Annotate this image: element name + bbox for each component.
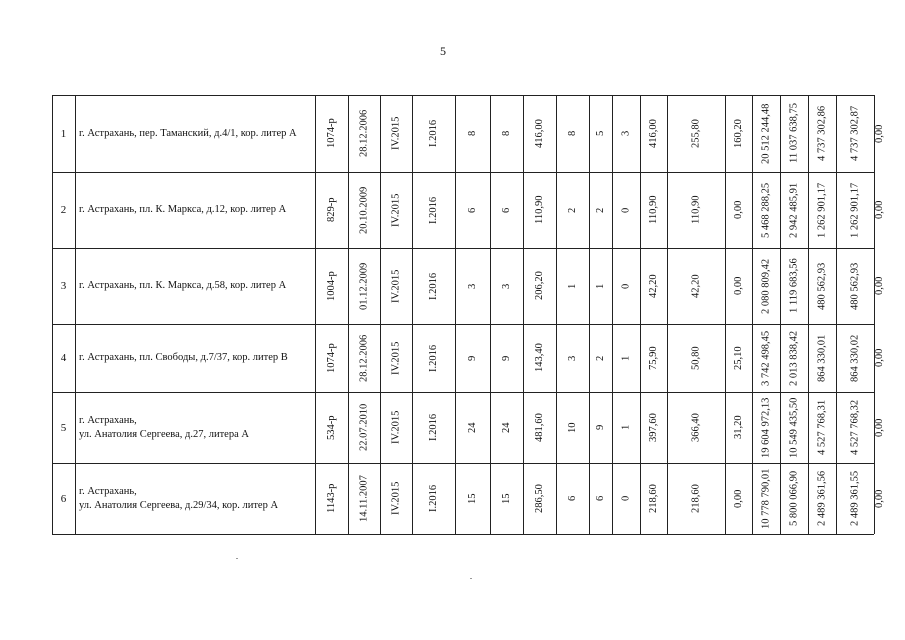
- value-cell: 6: [501, 207, 512, 213]
- value-cell: 3: [501, 283, 512, 289]
- value-cell: 397,60: [648, 413, 659, 442]
- value-cell: 829-р: [326, 197, 337, 223]
- value-cell: 5 800 066,90: [788, 470, 800, 527]
- value-cell: 2 013 838,42: [788, 330, 800, 386]
- value-cell: 15: [501, 493, 512, 504]
- value-cell: 366,40: [690, 413, 702, 442]
- value-cell: 0,00: [874, 276, 885, 296]
- value-cell: 6: [595, 495, 606, 502]
- value-cell: I.2016: [428, 484, 439, 513]
- row-number: 5: [60, 421, 67, 434]
- value-cell: 31,20: [733, 415, 744, 440]
- value-cell: 1143-р: [326, 483, 337, 514]
- value-cell: 0,00: [733, 200, 744, 220]
- value-cell: 480 562,93: [816, 262, 828, 310]
- value-cell: 480 562,93: [849, 262, 861, 310]
- value-cell: 6: [467, 207, 478, 213]
- value-cell: 218,60: [648, 484, 659, 513]
- value-cell: 9: [467, 355, 478, 361]
- value-cell: 4 527 768,31: [816, 399, 828, 456]
- value-cell: 8: [567, 130, 578, 137]
- value-cell: 218,60: [690, 484, 702, 513]
- address-line: г. Астрахань, пер. Таманский, д.4/1, кор. литер А: [79, 127, 297, 139]
- value-cell: 20.10.2009: [358, 186, 370, 234]
- value-cell: 1: [567, 283, 578, 289]
- value-cell: IV.2015: [390, 269, 402, 303]
- value-cell: 19 604 972,13: [760, 397, 772, 458]
- value-cell: 416,00: [648, 119, 659, 148]
- value-cell: 50,80: [690, 346, 702, 370]
- value-cell: 864 330,01: [816, 334, 828, 382]
- value-cell: 24: [501, 422, 512, 433]
- value-cell: 864 330,02: [849, 334, 861, 382]
- value-cell: 28.12.2006: [358, 334, 370, 382]
- value-cell: 1 262 901,17: [816, 182, 828, 238]
- value-cell: I.2016: [428, 196, 439, 224]
- value-cell: IV.2015: [390, 341, 402, 375]
- value-cell: 10 778 790,01: [760, 468, 772, 529]
- value-cell: IV.2015: [390, 116, 402, 151]
- value-cell: 8: [501, 130, 512, 137]
- address-line: г. Астрахань, пл. К. Маркса, д.58, кор. литер А: [79, 280, 287, 291]
- value-cell: 24: [467, 422, 478, 433]
- value-cell: 1074-р: [326, 343, 337, 373]
- value-cell: 0: [620, 207, 632, 213]
- value-cell: 25,10: [733, 346, 744, 370]
- value-cell: 4 737 302,87: [849, 105, 861, 162]
- value-cell: 1: [620, 424, 632, 431]
- value-cell: 9: [501, 355, 512, 361]
- value-cell: 0,00: [874, 489, 885, 508]
- value-cell: 6: [567, 495, 578, 502]
- value-cell: 1004-р: [326, 271, 337, 301]
- value-cell: I.2016: [428, 344, 439, 372]
- value-cell: 0,00: [733, 489, 744, 508]
- value-cell: 0,00: [733, 276, 744, 296]
- value-cell: 4 527 768,32: [849, 399, 861, 456]
- value-cell: 10 549 435,50: [788, 397, 800, 458]
- value-cell: 9: [595, 424, 606, 431]
- value-cell: 75,90: [648, 346, 659, 370]
- address-line: г. Астрахань,: [79, 485, 137, 497]
- address-cell: [79, 248, 313, 324]
- value-cell: 3: [620, 130, 632, 137]
- address-line: г. Астрахань, пл. К. Маркса, д.12, кор. литер А: [79, 204, 287, 215]
- value-cell: 01.12.2009: [358, 262, 370, 310]
- value-cell: 2 489 361,55: [849, 470, 861, 527]
- value-cell: 0,00: [874, 124, 885, 143]
- value-cell: 1: [620, 355, 632, 361]
- value-cell: 28.12.2006: [358, 109, 370, 158]
- value-cell: 14.11.2007: [358, 475, 370, 522]
- value-cell: 2: [567, 207, 578, 213]
- value-cell: 42,20: [648, 274, 659, 298]
- value-cell: 2 489 361,56: [816, 470, 828, 527]
- value-cell: 1 262 901,17: [849, 182, 861, 238]
- address-line: ул. Анатолия Сергеева, д.27, литера А: [79, 428, 249, 440]
- scan-speck: [236, 558, 238, 559]
- row-number: 3: [60, 280, 67, 292]
- address-cell: [79, 463, 313, 534]
- value-cell: 206,20: [534, 271, 545, 301]
- row-number: 4: [60, 352, 67, 364]
- value-cell: 0,00: [874, 200, 885, 220]
- value-cell: 160,20: [733, 119, 744, 148]
- row-number: 2: [60, 204, 67, 216]
- scan-speck: [470, 578, 472, 579]
- value-cell: 5 468 288,25: [760, 182, 772, 238]
- value-cell: 5: [595, 130, 606, 137]
- value-cell: 1: [595, 283, 606, 289]
- value-cell: 143,40: [534, 343, 545, 373]
- value-cell: 286,50: [534, 484, 545, 513]
- value-cell: 3: [567, 355, 578, 361]
- value-cell: 15: [467, 493, 478, 504]
- value-cell: 2: [595, 355, 606, 361]
- address-cell: [79, 324, 313, 392]
- address-cell: [79, 172, 313, 248]
- value-cell: 22.07.2010: [358, 403, 370, 452]
- page-number: 5: [440, 44, 446, 58]
- value-cell: 0,00: [874, 348, 885, 368]
- value-cell: 20 512 244,48: [760, 103, 772, 164]
- address-line: ул. Анатолия Сергеева, д.29/34, кор. литер А: [79, 499, 279, 511]
- value-cell: I.2016: [428, 119, 439, 148]
- value-cell: I.2016: [428, 272, 439, 300]
- value-cell: 8: [467, 130, 478, 137]
- value-cell: 2 942 485,91: [788, 182, 800, 238]
- address-line: г. Астрахань, пл. Свободы, д.7/37, кор. литер В: [79, 352, 288, 363]
- value-cell: 3: [467, 283, 478, 289]
- value-cell: 481,60: [534, 413, 545, 442]
- value-cell: I.2016: [428, 413, 439, 442]
- value-cell: 110,90: [534, 195, 545, 225]
- value-cell: 416,00: [534, 119, 545, 148]
- value-cell: 3 742 498,45: [760, 330, 772, 386]
- value-cell: IV.2015: [390, 481, 402, 516]
- value-cell: 42,20: [690, 274, 702, 298]
- value-cell: 0: [620, 283, 632, 289]
- value-cell: 11 037 638,75: [788, 103, 800, 164]
- value-cell: IV.2015: [390, 193, 402, 227]
- value-cell: 1074-р: [326, 118, 337, 149]
- value-cell: 0,00: [874, 418, 885, 437]
- value-cell: IV.2015: [390, 410, 402, 445]
- value-cell: 255,80: [690, 119, 702, 148]
- value-cell: 2: [595, 207, 606, 213]
- value-cell: 1 119 683,56: [788, 258, 800, 314]
- value-cell: 534-р: [326, 415, 337, 440]
- value-cell: 4 737 302,86: [816, 105, 828, 162]
- row-number: 6: [60, 492, 67, 505]
- row-number: 1: [60, 127, 67, 140]
- value-cell: 110,90: [690, 195, 702, 225]
- address-cell: [79, 392, 313, 463]
- address-cell: [79, 95, 313, 172]
- address-line: г. Астрахань,: [79, 414, 137, 426]
- value-cell: 10: [567, 422, 578, 433]
- value-cell: 0: [620, 495, 632, 502]
- value-cell: 110,90: [648, 195, 659, 225]
- value-cell: 2 080 809,42: [760, 258, 772, 314]
